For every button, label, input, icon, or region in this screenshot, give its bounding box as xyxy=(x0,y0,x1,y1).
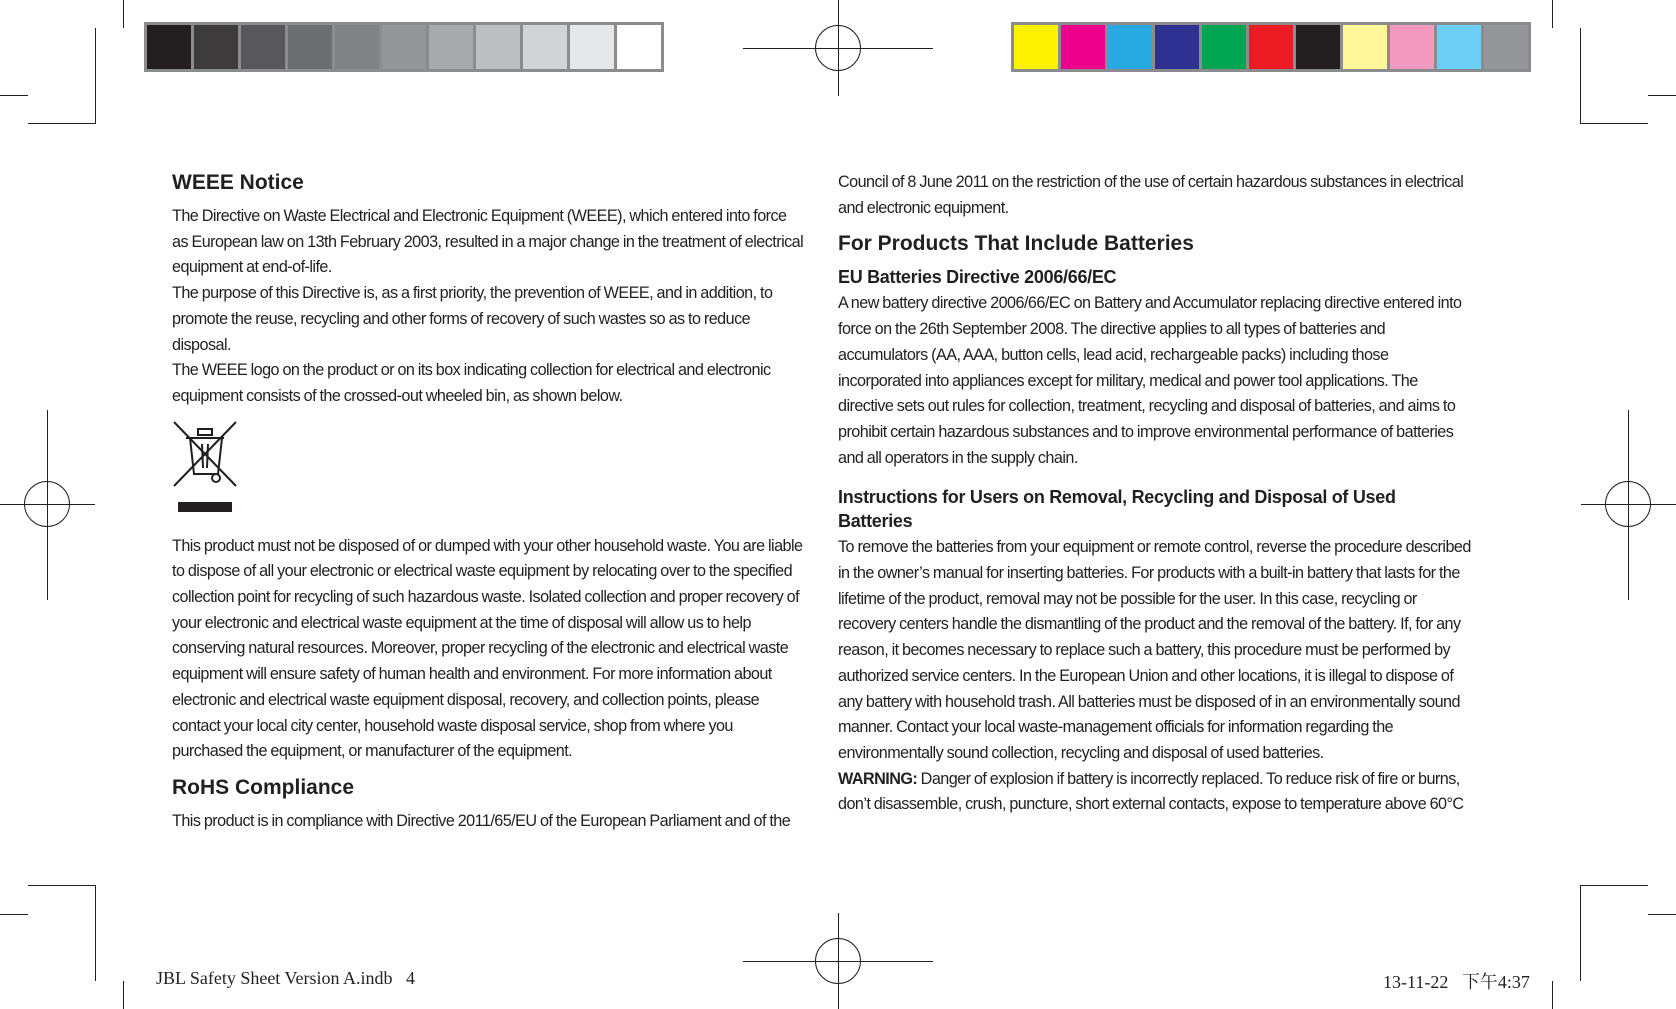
rohs-paragraph: This product is in compliance with Directive 2011/65/EU of the European Parliament and of the xyxy=(172,811,791,830)
left-column xyxy=(172,170,804,835)
process-swatch-6 xyxy=(1249,25,1296,69)
crop-mark-bl-v xyxy=(95,885,96,981)
batteries-heading: For Products That Include Batteries xyxy=(838,232,1194,256)
weee-heading: WEEE Notice xyxy=(172,171,304,194)
crossed-out-wheeled-bin-icon xyxy=(172,420,238,516)
right-column xyxy=(838,170,1473,818)
crop-mark-tr-v xyxy=(1580,28,1581,124)
registration-target-top xyxy=(815,25,861,71)
crop-mark-tl-h2 xyxy=(0,95,28,96)
footer-file-name: JBL Safety Sheet Version A.indb 4 xyxy=(156,968,415,988)
instructions-heading: Instructions for Users on Removal, Recycling and Disposal of Used Batteries xyxy=(838,487,1396,532)
weee-paragraph-1: The Directive on Waste Electrical and Electronic Equipment (WEEE), which entered into force as European law on 13th February 2003, resulted in a major change in the treatment of electrical equipment at end-of-life. xyxy=(172,207,804,277)
registration-target-right xyxy=(1605,481,1651,527)
crop-mark-tl-v2 xyxy=(123,0,124,28)
crop-mark-tr-v2 xyxy=(1552,0,1553,28)
grayscale-swatch-9 xyxy=(523,25,570,69)
crop-mark-bl-v2 xyxy=(123,981,124,1009)
crop-mark-bl-h xyxy=(28,885,95,886)
process-swatch-4 xyxy=(1155,25,1202,69)
process-swatch-3 xyxy=(1108,25,1155,69)
warning-label: WARNING: xyxy=(838,769,918,788)
crop-mark-tr-h2 xyxy=(1648,95,1676,96)
process-swatch-8 xyxy=(1343,25,1390,69)
eu-batteries-paragraph: A new battery directive 2006/66/EC on Battery and Accumulator replacing directive entered into force on the 26th September 2008. The directive applies to all types of batteries and accumulators (AA, AAA, button cells, lead acid, rechargeable packs) including those incorporated into appliances except for military, medical and power tool applications. The directive sets out rules for collection, treatment, recycling and disposal of batteries, and aims to prohibit certain hazardous substances and to improve environmental performance of batteries and all operators in the supply chain. xyxy=(838,294,1462,467)
crop-mark-tr-h xyxy=(1581,123,1648,124)
weee-paragraph-4: This product must not be disposed of or dumped with your other household waste. You are liable to dispose of all your electronic or electrical waste equipment by relocating over to the specified collection point for recycling of such hazardous waste. Isolated collection and proper recovery of your electronic and electrical waste equipment at the time of disposal will allow us to help conserving natural resources. Moreover, proper recycling of the electronic and electrical waste equipment will ensure safety of human health and environment. For more information about electronic and electrical waste equipment disposal, recovery, and collection points, please contact your local city center, household waste disposal service, shop from where you purchased the equipment, or manufacturer of the equipment. xyxy=(172,536,803,761)
crop-mark-br-h2 xyxy=(1648,914,1676,915)
warning-text: Danger of explosion if battery is incorrectly replaced. To reduce risk of fire or burns, don’t disassemble, crush, puncture, short external contacts, expose to temperature above 60°C xyxy=(838,769,1464,814)
rohs-paragraph-continued: Council of 8 June 2011 on the restriction of the use of certain hazardous substances in electrical and electronic equipment. xyxy=(838,173,1464,217)
crop-mark-br-v2 xyxy=(1552,981,1553,1009)
process-swatch-1 xyxy=(1014,25,1061,69)
process-swatch-9 xyxy=(1390,25,1437,69)
grayscale-swatch-4 xyxy=(288,25,335,69)
crop-mark-br-v xyxy=(1580,885,1581,981)
process-swatch-7 xyxy=(1296,25,1343,69)
crop-mark-bl-h2 xyxy=(0,914,28,915)
crop-mark-tl-h xyxy=(28,123,95,124)
eu-batteries-heading: EU Batteries Directive 2006/66/EC xyxy=(838,267,1117,288)
grayscale-swatch-5 xyxy=(335,25,382,69)
warning-paragraph xyxy=(838,767,1473,818)
grayscale-swatch-11 xyxy=(617,25,661,69)
grayscale-swatch-6 xyxy=(382,25,429,69)
grayscale-swatch-2 xyxy=(194,25,241,69)
grayscale-swatch-1 xyxy=(147,25,194,69)
instructions-paragraph: To remove the batteries from your equipment or remote control, reverse the procedure described in the owner’s manual for inserting batteries. For products with a built-in battery that lasts for the lifetime of the product, removal may not be possible for the user. In this case, recycling or recovery centers handle the dismantling of the product and the removal of the battery. If, for any reason, it becomes necessary to replace such a battery, this procedure must be performed by authorized service centers. In the European Union and other locations, it is illegal to dispose of any battery with household trash. All batteries must be disposed of in an environmentally sound manner. Contact your local waste-management officials for information regarding the environmentally sound collection, recycling and disposal of used batteries. xyxy=(838,538,1471,762)
process-color-bar xyxy=(1011,22,1531,72)
crop-mark-br-h xyxy=(1581,885,1648,886)
process-swatch-10 xyxy=(1437,25,1484,69)
process-swatch-5 xyxy=(1202,25,1249,69)
grayscale-swatch-10 xyxy=(570,25,617,69)
grayscale-swatch-7 xyxy=(429,25,476,69)
registration-target-left xyxy=(24,481,70,527)
grayscale-swatch-8 xyxy=(476,25,523,69)
weee-paragraph-2: The purpose of this Directive is, as a first priority, the prevention of WEEE, and in addition, to promote the reuse, recycling and other forms of recovery of such wastes so as to reduce disposal. xyxy=(172,284,773,354)
grayscale-swatch-3 xyxy=(241,25,288,69)
registration-target-bottom xyxy=(815,938,861,984)
process-swatch-2 xyxy=(1061,25,1108,69)
crop-mark-tl-v xyxy=(95,28,96,124)
weee-paragraph-3: The WEEE logo on the product or on its box indicating collection for electrical and electronic equipment consists of the crossed-out wheeled bin, as shown below. xyxy=(172,361,771,405)
process-swatch-11 xyxy=(1484,25,1528,69)
rohs-heading: RoHS Compliance xyxy=(172,775,355,799)
grayscale-color-bar xyxy=(144,22,664,72)
footer-timestamp: 13-11-22 下午4:37 xyxy=(1383,972,1530,992)
